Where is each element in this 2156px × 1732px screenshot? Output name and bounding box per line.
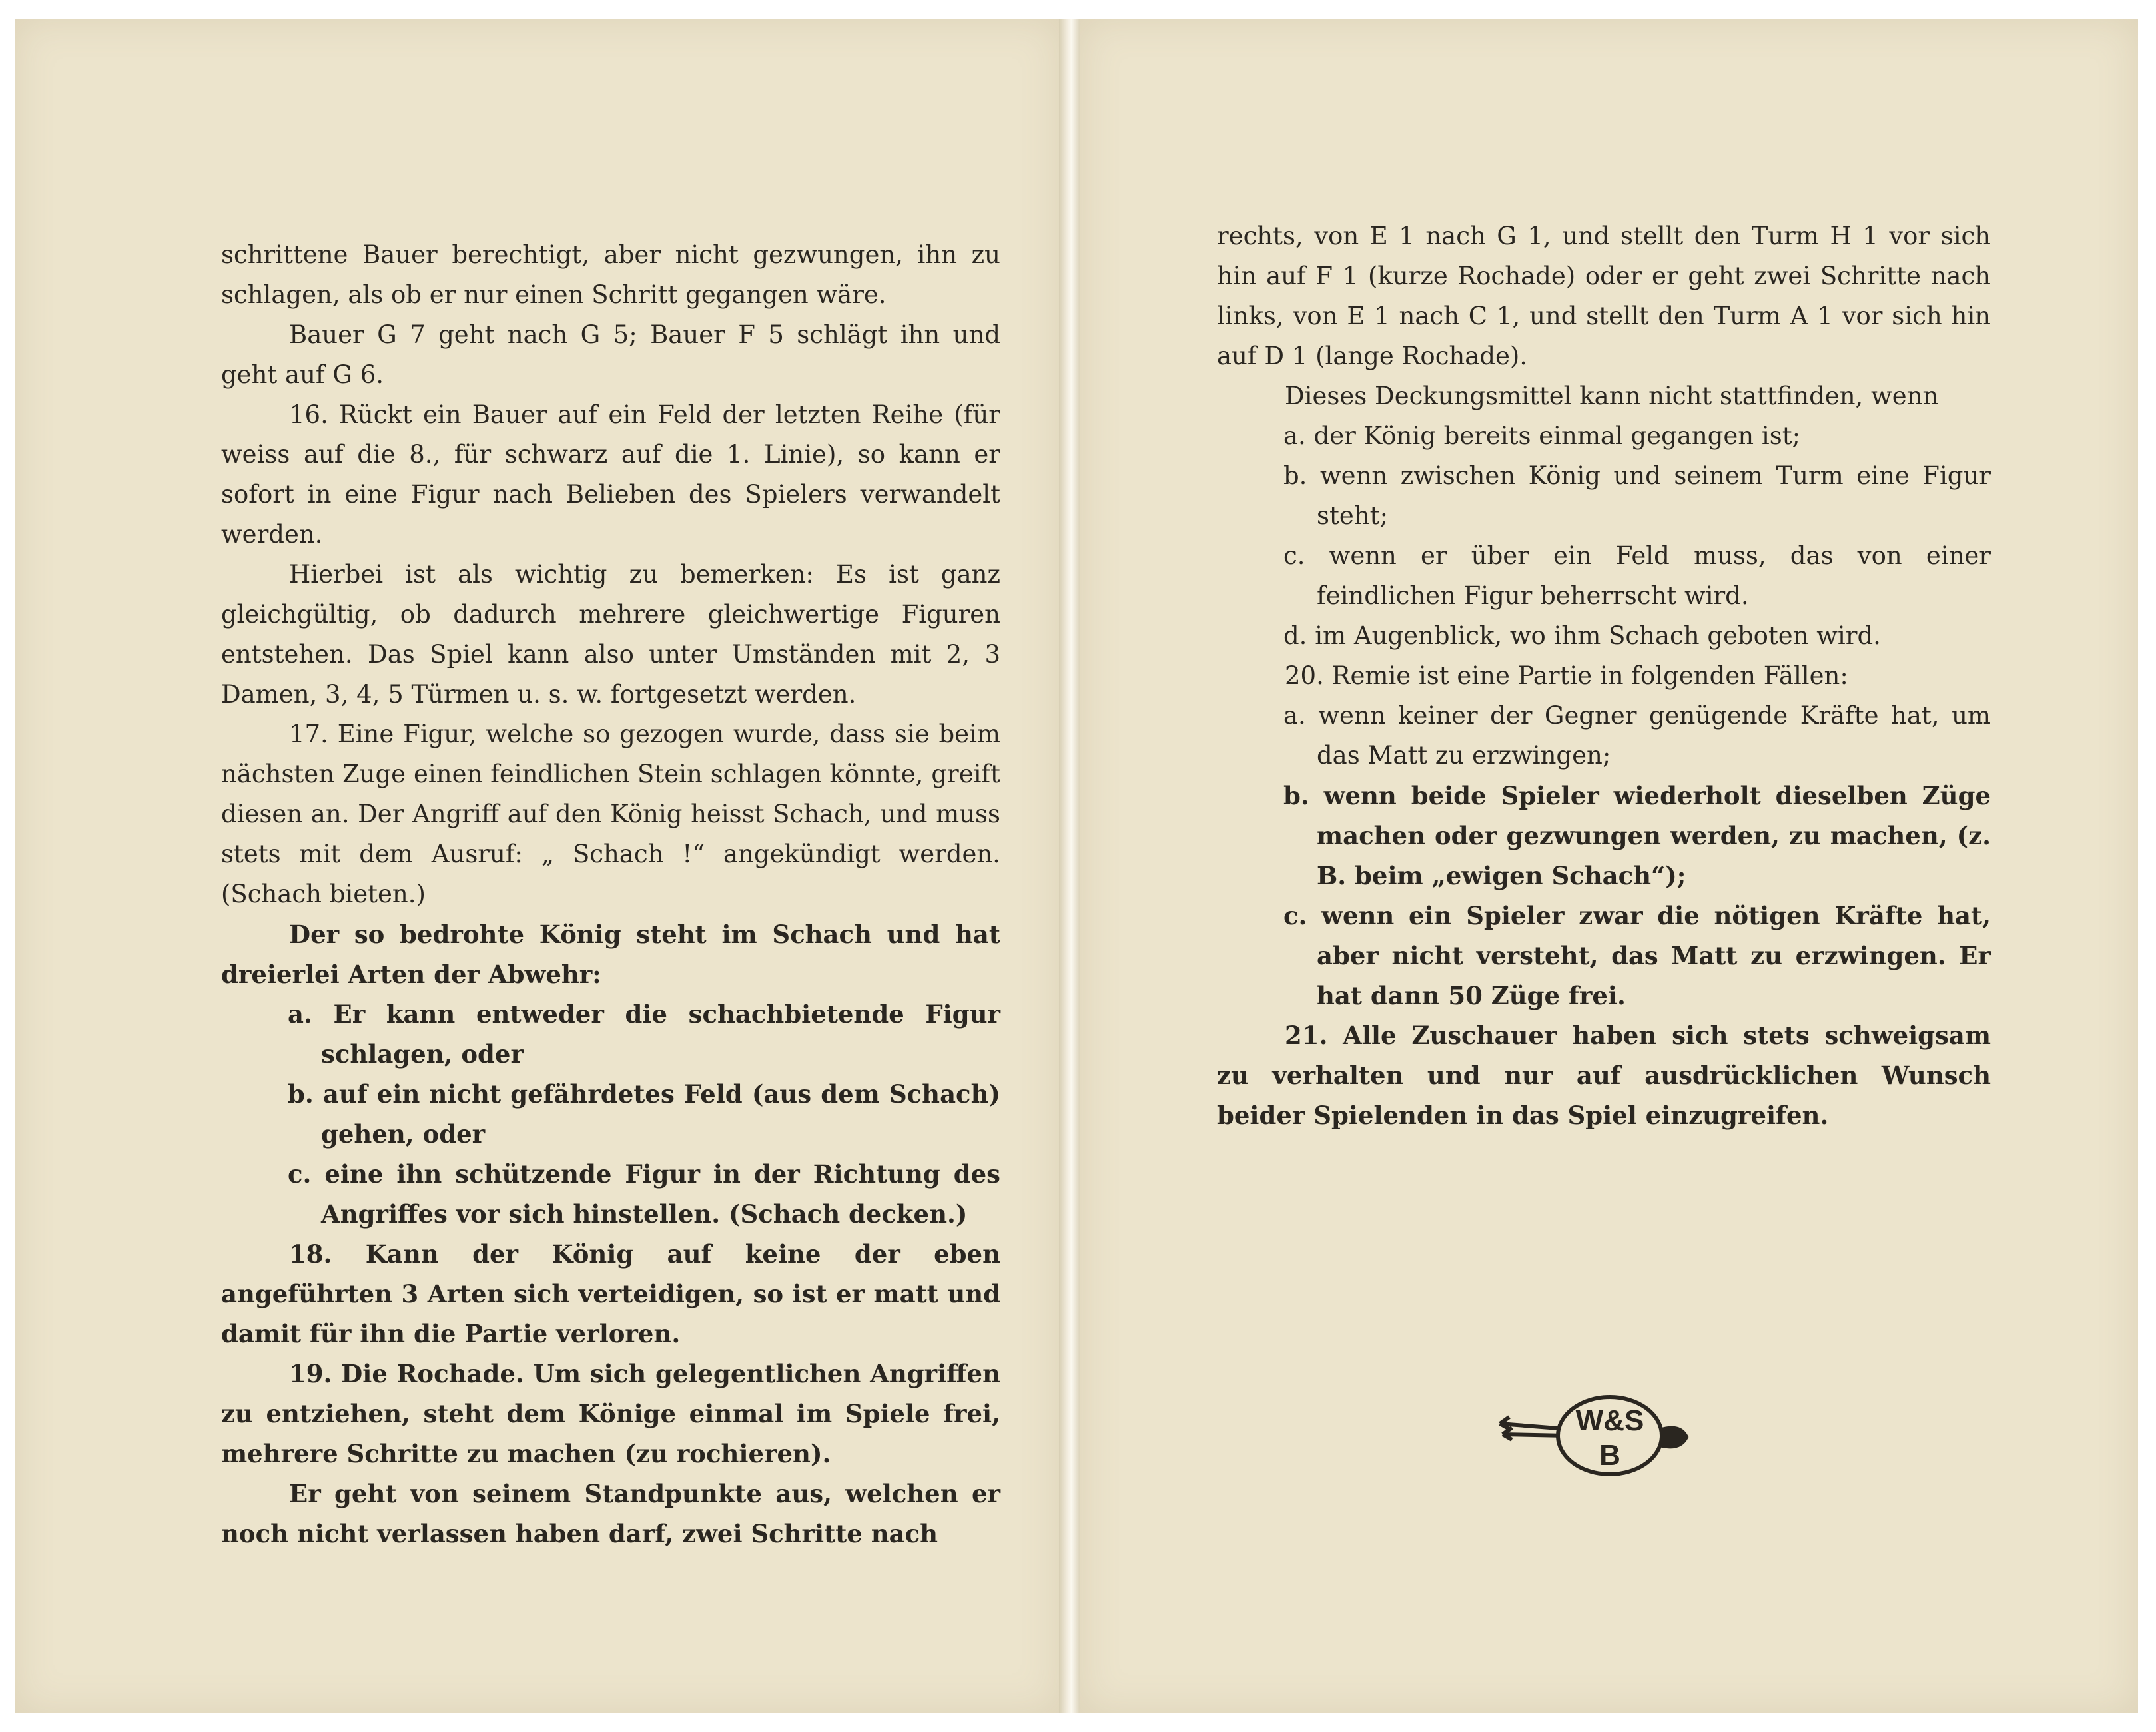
- rule-21: 21. Alle Zuschauer haben sich stets schweigsam zu verhalten und nur auf ausdrücklichen Wunsch beider Spielenden in das Spiel einzugreifen.: [1217, 1021, 1991, 1130]
- rule-19: 19. Die Rochade. Um sich gelegentlichen Angriffen zu entziehen, steht dem Könige einmal im Spiele frei, mehrere Schritte zu machen (zu rochieren).: [221, 1359, 1000, 1468]
- list-item: a. der König bereits einmal gegangen ist;: [1283, 422, 1801, 450]
- publisher-logo: [1493, 1382, 1693, 1482]
- right-page-text: [1217, 216, 1991, 1135]
- paragraph: Dieses Deckungsmittel kann nicht stattfinden, wenn: [1285, 382, 1939, 410]
- paragraph: schrittene Bauer berechtigt, aber nicht gezwungen, ihn zu schlagen, als ob er nur einen Schritt gegangen wäre.: [221, 240, 1000, 309]
- publisher-logo-icon: [1493, 1382, 1693, 1482]
- paragraph: Er geht von seinem Standpunkte aus, welchen er noch nicht verlassen haben darf, zwei Schritte nach: [221, 1479, 1000, 1548]
- right-page: [1080, 19, 2138, 1713]
- list-item: d. im Augenblick, wo ihm Schach geboten wird.: [1283, 621, 1881, 650]
- logo-line-1: W&S: [1575, 1404, 1644, 1437]
- paragraph: Der so bedrohte König steht im Schach und hat dreierlei Arten der Abwehr:: [221, 920, 1000, 989]
- list-item: c. wenn er über ein Feld muss, das von einer feindlichen Figur beherrscht wird.: [1283, 541, 1991, 610]
- paragraph: Hierbei ist als wichtig zu bemerken: Es ist ganz gleichgültig, ob dadurch mehrere gleichwertige Figuren entstehen. Das Spiel kann also unter Umständen mit 2, 3 Damen, 3, 4, 5 Türmen u. s. w. fortgesetzt werden.: [221, 560, 1000, 709]
- list-item: a. Er kann entweder die schachbietende Figur schlagen, oder: [288, 1000, 1000, 1069]
- logo-line-2: B: [1599, 1439, 1620, 1472]
- list-item: b. wenn zwischen König und seinem Turm eine Figur steht;: [1283, 461, 1991, 530]
- list-item: c. eine ihn schützende Figur in der Richtung des Angriffes vor sich hinstellen. (Schach decken.): [288, 1159, 1000, 1229]
- list-item: b. auf ein nicht gefährdetes Feld (aus dem Schach) gehen, oder: [288, 1079, 1000, 1149]
- rule-18: 18. Kann der König auf keine der eben angeführten 3 Arten sich verteidigen, so ist er matt und damit für ihn die Partie verloren.: [221, 1239, 1000, 1348]
- book-gutter: [1059, 19, 1082, 1713]
- list-item: c. wenn ein Spieler zwar die nötigen Kräfte hat, aber nicht versteht, das Matt zu erzwingen. Er hat dann 50 Züge frei.: [1283, 901, 1991, 1010]
- rule-17: 17. Eine Figur, welche so gezogen wurde, dass sie beim nächsten Zuge einen feindlichen Stein schlagen könnte, greift diesen an. Der Angriff auf den König heisst Schach, und muss stets mit dem Ausruf: „ Schach !“ angekündigt werden. (Schach bieten.): [221, 720, 1000, 908]
- left-page-text: [221, 235, 1000, 1554]
- rule-16: 16. Rückt ein Bauer auf ein Feld der letzten Reihe (für weiss auf die 8., für schwarz auf die 1. Linie), so kann er sofort in eine Figur nach Belieben des Spielers verwandelt werden.: [221, 400, 1000, 549]
- paragraph: Bauer G 7 geht nach G 5; Bauer F 5 schlägt ihn und geht auf G 6.: [221, 320, 1000, 389]
- rule-20: 20. Remie ist eine Partie in folgenden Fällen:: [1285, 661, 1848, 690]
- list-item: a. wenn keiner der Gegner genügende Kräfte hat, um das Matt zu erzwingen;: [1283, 701, 1991, 770]
- left-page: [15, 19, 1060, 1713]
- list-item: b. wenn beide Spieler wiederholt dieselben Züge machen oder gezwungen werden, zu machen, (z. B. beim „ewigen Schach“);: [1283, 781, 1991, 890]
- paragraph: rechts, von E 1 nach G 1, und stellt den Turm H 1 vor sich hin auf F 1 (kurze Rochade) oder er geht zwei Schritte nach links, von E 1 nach C 1, und stellt den Turm A 1 vor sich hin auf D 1 (lange Rochade).: [1217, 222, 1991, 370]
